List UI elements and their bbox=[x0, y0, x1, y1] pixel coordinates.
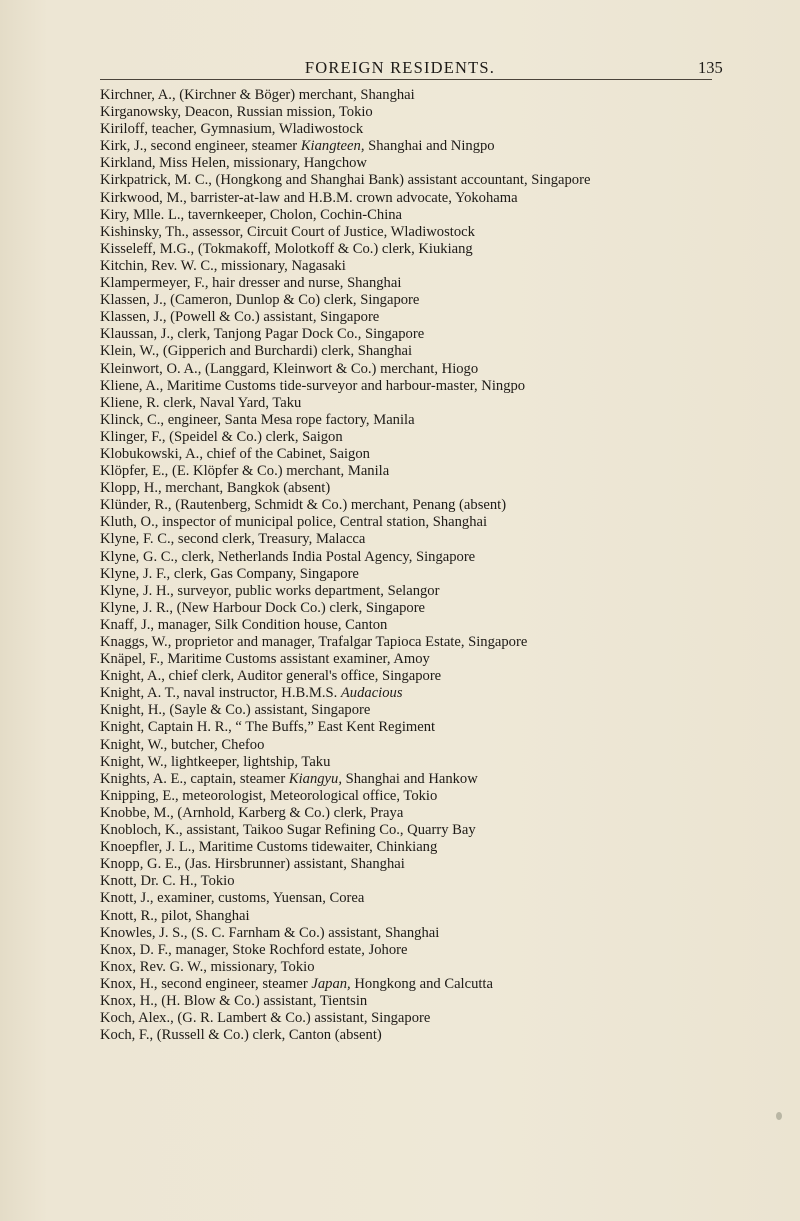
resident-entry: Klaussan, J., clerk, Tanjong Pagar Dock Co., Singapore bbox=[100, 326, 425, 343]
resident-entry: Knaggs, W., proprietor and manager, Trafalgar Tapioca Estate, Singapore bbox=[100, 634, 528, 650]
resident-entry: Kliene, R. clerk, Naval Yard, Taku bbox=[100, 394, 302, 411]
resident-entry: Klyne, F. C., second clerk, Treasury, Malacca bbox=[100, 531, 366, 548]
resident-entry: Knox, Rev. G. W., missionary, Tokio bbox=[100, 958, 315, 975]
entry-text: Kirk, J., second engineer, steamer bbox=[100, 138, 301, 155]
entry-text: Knight, A. T., naval instructor, H.B.M.S. bbox=[100, 685, 341, 702]
resident-entry: Kirkpatrick, M. C., (Hongkong and Shanghai Bank) assistant accountant, Singapore bbox=[100, 172, 591, 189]
resident-entry: Knox, D. F., manager, Stoke Rochford estate, Johore bbox=[100, 941, 408, 958]
resident-entry: Klobukowski, A., chief of the Cabinet, Saigon bbox=[100, 445, 370, 462]
vessel-name: Audacious bbox=[340, 685, 403, 702]
vessel-name: Japan, bbox=[311, 975, 351, 992]
vessel-name: Kiangteen, bbox=[300, 138, 365, 155]
resident-entry: Klünder, R., (Rautenberg, Schmidt & Co.) merchant, Penang (absent) bbox=[100, 497, 507, 514]
resident-entry: Knobloch, K., assistant, Taikoo Sugar Refining Co., Quarry Bay bbox=[100, 822, 476, 839]
resident-entry: Kirchner, A., (Kirchner & Böger) merchant, Shanghai bbox=[100, 87, 415, 103]
resident-entry: Kirganowsky, Deacon, Russian mission, Tokio bbox=[100, 104, 373, 121]
resident-entry: Knipping, E., meteorologist, Meteorological office, Tokio bbox=[100, 787, 438, 804]
resident-entry bbox=[100, 138, 790, 155]
resident-entry: Knoepfler, J. L., Maritime Customs tidewaiter, Chinkiang bbox=[100, 839, 438, 856]
entry-text: Knox, H., second engineer, steamer bbox=[100, 975, 312, 992]
resident-entry: Knott, Dr. C. H., Tokio bbox=[100, 873, 235, 890]
resident-entry: Klyne, J. H., surveyor, public works department, Selangor bbox=[100, 582, 440, 599]
resident-entry: Koch, F., (Russell & Co.) clerk, Canton (absent) bbox=[100, 1027, 382, 1044]
paper-blemish bbox=[776, 1112, 782, 1120]
resident-entry: Knowles, J. S., (S. C. Farnham & Co.) assistant, Shanghai bbox=[100, 924, 440, 941]
resident-entry: Knobbe, M., (Arnhold, Karberg & Co.) clerk, Praya bbox=[100, 804, 404, 821]
resident-entry: Knott, J., examiner, customs, Yuensan, Corea bbox=[100, 890, 365, 907]
resident-entry: Knox, H., (H. Blow & Co.) assistant, Tientsin bbox=[100, 992, 368, 1009]
resident-entry: Knight, Captain H. R., “ The Buffs,” East Kent Regiment bbox=[100, 719, 436, 736]
resident-entry: Klein, W., (Gipperich and Burchardi) clerk, Shanghai bbox=[100, 343, 413, 360]
resident-entry: Knäpel, F., Maritime Customs assistant examiner, Amoy bbox=[100, 651, 430, 668]
entry-text-continued: Hongkong and Calcutta bbox=[350, 975, 493, 992]
resident-entry: Klopp, H., merchant, Bangkok (absent) bbox=[100, 480, 331, 497]
resident-entry: Koch, Alex., (G. R. Lambert & Co.) assistant, Singapore bbox=[100, 1010, 431, 1027]
resident-entry: Kirkwood, M., barrister-at-law and H.B.M. crown advocate, Yokohama bbox=[100, 189, 518, 206]
resident-entry: Knott, R., pilot, Shanghai bbox=[100, 907, 250, 924]
resident-entry: Klöpfer, E., (E. Klöpfer & Co.) merchant, Manila bbox=[100, 463, 390, 480]
resident-entry: Knaff, J., manager, Silk Condition house, Canton bbox=[100, 616, 388, 633]
resident-entry: Kiriloff, teacher, Gymnasium, Wladiwostock bbox=[100, 121, 364, 138]
resident-entry: Knight, W., lightkeeper, lightship, Taku bbox=[100, 753, 331, 770]
resident-entry: Kirkland, Miss Helen, missionary, Hangchow bbox=[100, 155, 367, 172]
resident-entry: Knopp, G. E., (Jas. Hirsbrunner) assistant, Shanghai bbox=[100, 856, 405, 873]
resident-entry: Kishinsky, Th., assessor, Circuit Court of Justice, Wladiwostock bbox=[100, 223, 475, 240]
resident-entry: Kleinwort, O. A., (Langgard, Kleinwort & Co.) merchant, Hiogo bbox=[100, 360, 479, 377]
entry-text-continued: Shanghai and Hankow bbox=[341, 770, 478, 787]
page-number: 135 bbox=[698, 58, 723, 77]
entry-text: Knights, A. E., captain, steamer bbox=[100, 770, 289, 787]
resident-entry: Klassen, J., (Powell & Co.) assistant, Singapore bbox=[100, 309, 380, 326]
running-head: FOREIGN RESIDENTS. bbox=[304, 58, 496, 77]
resident-entry: Kitchin, Rev. W. C., missionary, Nagasaki bbox=[100, 257, 346, 274]
vessel-name: Kiangyu, bbox=[288, 770, 342, 787]
resident-entry: Klyne, J. R., (New Harbour Dock Co.) clerk, Singapore bbox=[100, 599, 426, 616]
resident-entry: Klyne, G. C., clerk, Netherlands India Postal Agency, Singapore bbox=[100, 548, 476, 565]
resident-entry: Klassen, J., (Cameron, Dunlop & Co) clerk, Singapore bbox=[100, 292, 420, 309]
entry-text-continued: Shanghai and Ningpo bbox=[364, 138, 495, 155]
resident-entry: Klinck, C., engineer, Santa Mesa rope factory, Manila bbox=[100, 411, 415, 428]
resident-entry bbox=[100, 771, 790, 788]
resident-entry: Kluth, O., inspector of municipal police, Central station, Shanghai bbox=[100, 514, 488, 531]
resident-entry bbox=[100, 976, 790, 993]
resident-entry: Kisseleff, M.G., (Tokmakoff, Molotkoff & Co.) clerk, Kiukiang bbox=[100, 240, 473, 257]
resident-entry: Kliene, A., Maritime Customs tide-surveyor and harbour-master, Ningpo bbox=[100, 377, 526, 394]
resident-entry: Klinger, F., (Speidel & Co.) clerk, Saigon bbox=[100, 428, 343, 445]
resident-entry: Klampermeyer, F., hair dresser and nurse, Shanghai bbox=[100, 275, 402, 292]
resident-entry bbox=[100, 685, 790, 702]
resident-entry: Knight, W., butcher, Chefoo bbox=[100, 736, 265, 753]
header-rule bbox=[100, 79, 712, 80]
resident-entry: Kiry, Mlle. L., tavernkeeper, Cholon, Cochin-China bbox=[100, 206, 403, 223]
resident-entry: Knight, A., chief clerk, Auditor general's office, Singapore bbox=[100, 668, 442, 685]
resident-entry: Klyne, J. F., clerk, Gas Company, Singapore bbox=[100, 565, 359, 582]
resident-list bbox=[100, 87, 790, 1044]
resident-entry: Knight, H., (Sayle & Co.) assistant, Singapore bbox=[100, 702, 371, 719]
